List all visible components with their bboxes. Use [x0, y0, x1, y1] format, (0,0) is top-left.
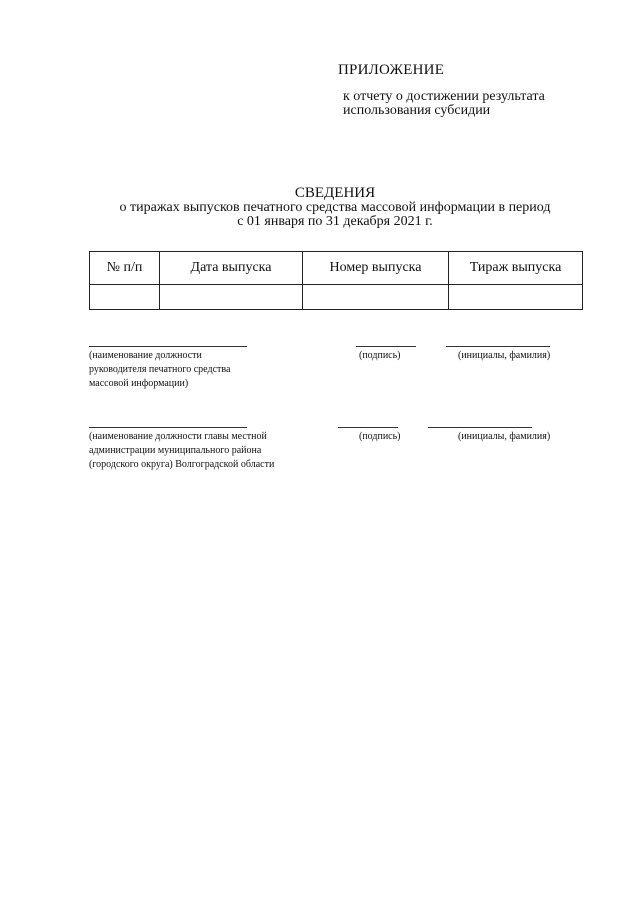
column-header-circulation: Тираж выпуска: [449, 252, 583, 285]
caption-line: (наименование должности главы местной: [89, 431, 267, 442]
appendix-subtitle: [343, 90, 545, 118]
name-line: [428, 427, 532, 428]
appendix-subtitle-line: использования субсидии: [343, 103, 491, 118]
document-subheading-line: с 01 января по 31 декабря 2021 г.: [237, 214, 433, 229]
appendix-subtitle-line: к отчету о достижении результата: [343, 89, 545, 104]
table-cell: [90, 285, 160, 310]
caption-line: (наименование должности: [89, 350, 202, 361]
document-heading: СВЕДЕНИЯ: [294, 185, 376, 201]
caption-line: (городского округа) Волгоградской области: [89, 459, 275, 470]
position-caption: [89, 349, 230, 391]
table-row: [90, 285, 583, 310]
signature-line: [338, 427, 398, 428]
caption-line: администрации муниципального района: [89, 445, 262, 456]
column-header-number: № п/п: [90, 252, 160, 285]
circulation-table: [89, 251, 583, 310]
position-caption: [89, 430, 274, 472]
position-line: [89, 427, 247, 428]
name-caption: (инициалы, фамилия): [458, 350, 551, 361]
signature-line: [356, 346, 416, 347]
document-subheading-line: о тиражах выпусков печатного средства массовой информации в период: [119, 200, 551, 215]
signature-caption: (подпись): [359, 431, 401, 442]
name-line: [446, 346, 550, 347]
caption-line: массовой информации): [89, 378, 189, 389]
table-header-row: [90, 252, 583, 285]
name-caption: (инициалы, фамилия): [458, 431, 551, 442]
table-cell: [303, 285, 449, 310]
appendix-title: ПРИЛОЖЕНИЕ: [338, 62, 445, 78]
table-cell: [160, 285, 303, 310]
document-subheading: [0, 201, 640, 229]
caption-line: руководителя печатного средства: [89, 364, 231, 375]
table-cell: [449, 285, 583, 310]
signature-caption: (подпись): [359, 350, 401, 361]
column-header-issue-date: Дата выпуска: [160, 252, 303, 285]
position-line: [89, 346, 247, 347]
column-header-issue-number: Номер выпуска: [303, 252, 449, 285]
